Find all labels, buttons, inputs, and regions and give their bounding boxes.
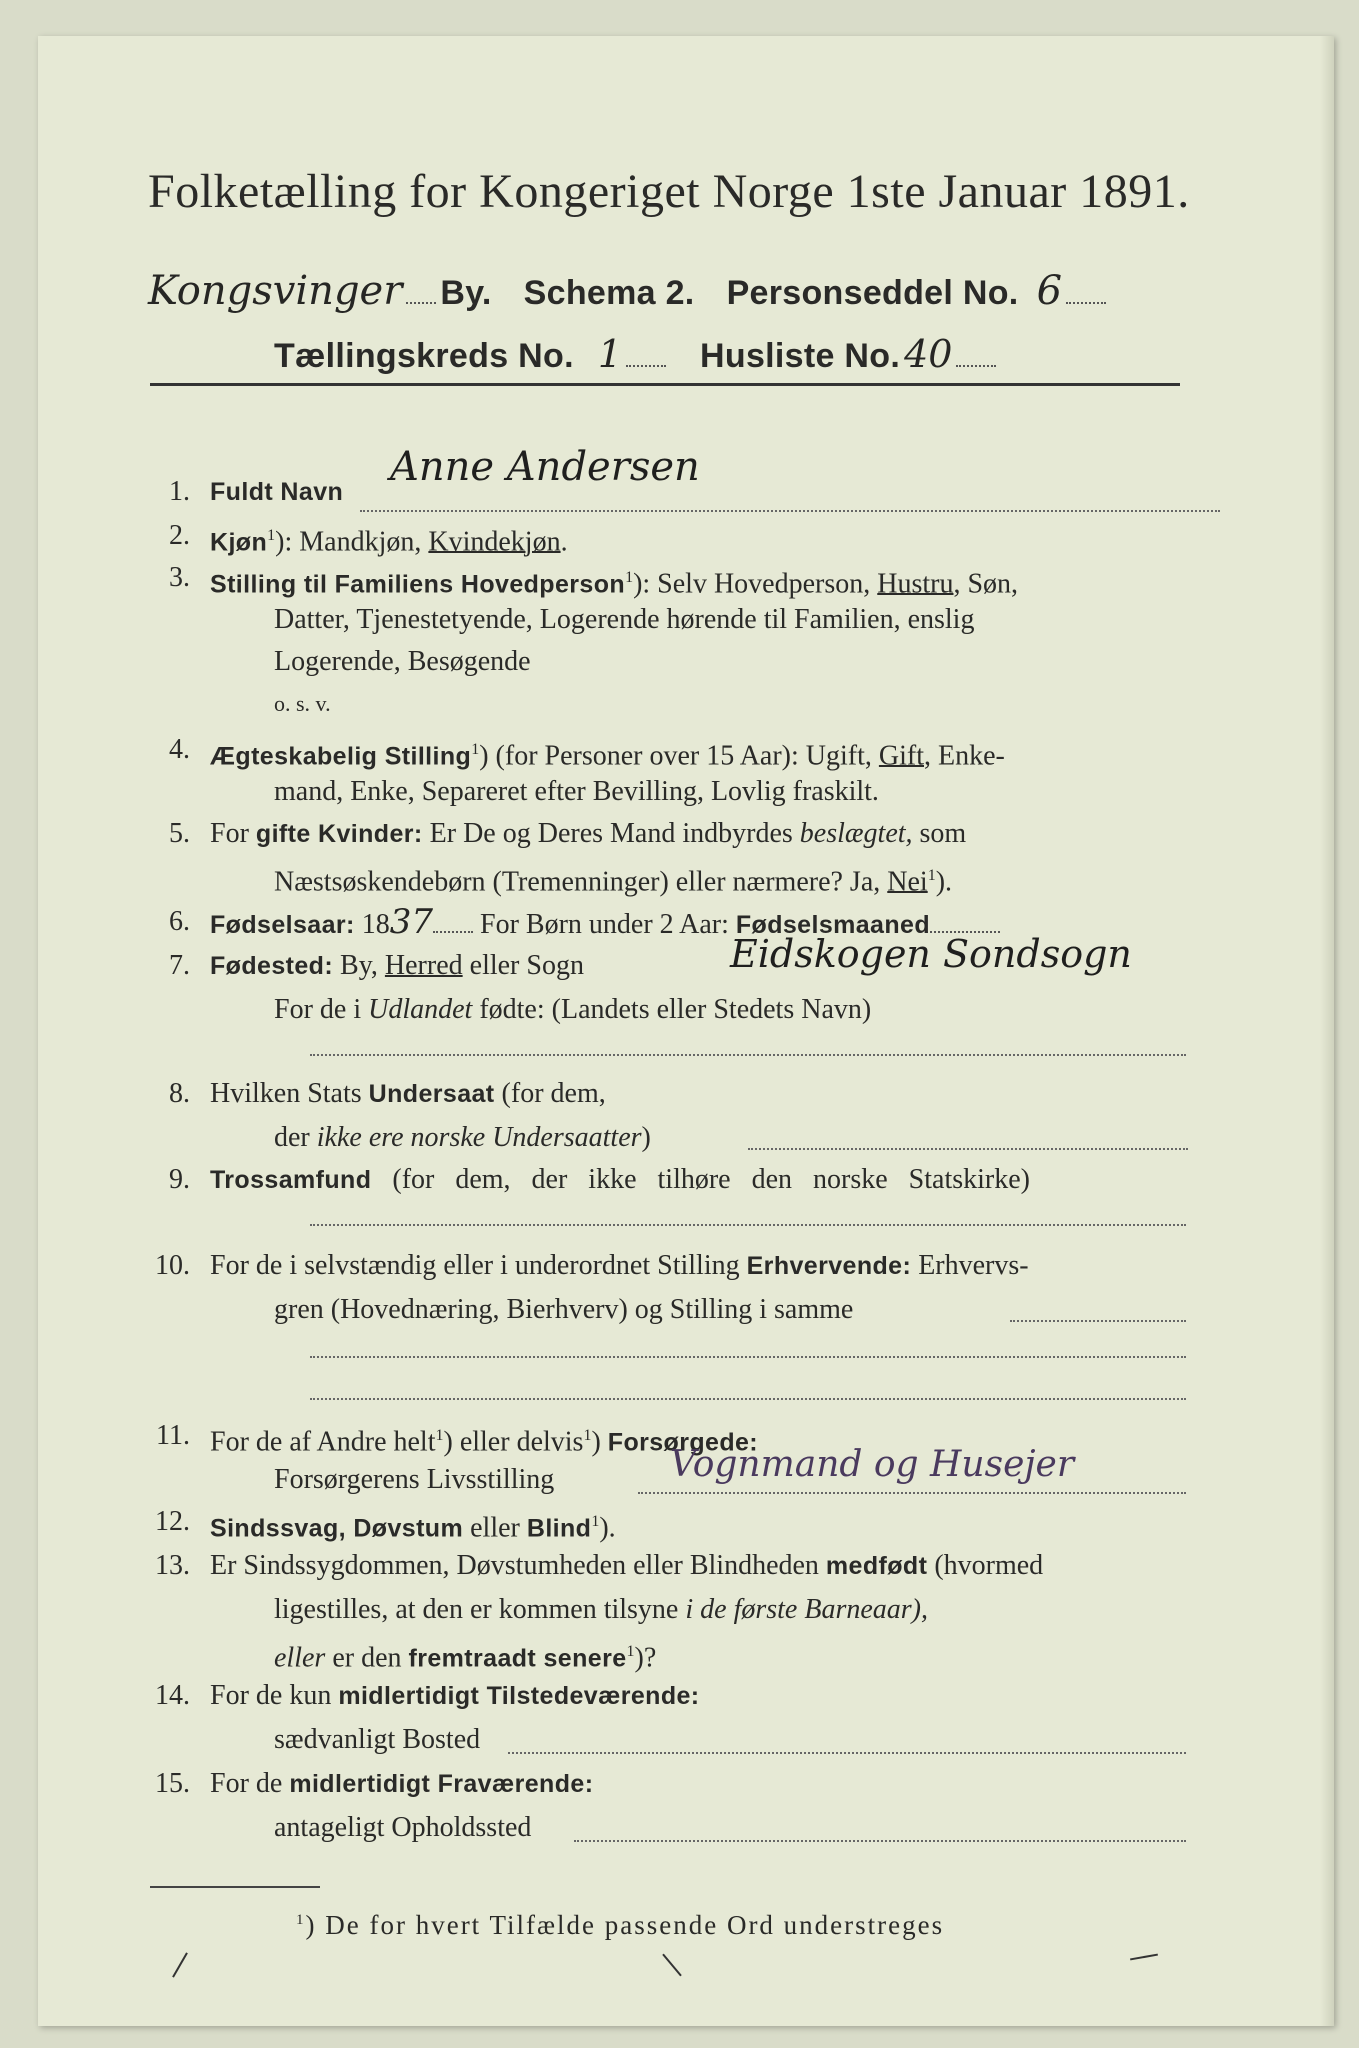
q10-number: 10. — [155, 1250, 190, 1281]
q6-year-handwritten: 37 — [389, 902, 433, 942]
q4-text: ) (for Personer over 15 Aar): Ugift, — [479, 740, 879, 772]
q10-dotline-1 — [1010, 1320, 1186, 1322]
q13-line-3-end: )? — [634, 1642, 657, 1674]
q4-text-b: , Enke- — [924, 740, 1005, 772]
husliste-number: 40 — [904, 332, 953, 376]
form-title: Folketælling for Kongeriget Norge 1ste Januar 1891. — [148, 165, 1190, 218]
q3-text: ): Selv Hovedperson, — [633, 568, 878, 600]
q8-text: Hvilken Stats — [210, 1078, 369, 1109]
q8-dotline — [748, 1148, 1188, 1150]
q10-text-b: Erhvervs- — [911, 1250, 1029, 1281]
q6-label-2: Fødselsmaaned — [735, 911, 931, 939]
q12-text: eller — [463, 1512, 527, 1544]
q7-answer: Eidskogen Sondsogn — [730, 932, 1132, 976]
q4-line-2: mand, Enke, Separeret efter Bevilling, Lovlig fraskilt. — [274, 776, 879, 807]
q13-text-b: (hvormed — [927, 1550, 1044, 1581]
q14-text: For de kun — [210, 1680, 339, 1711]
q3-label: Stilling til Familiens Hovedperson — [210, 570, 626, 599]
dots — [433, 931, 473, 933]
q8-line-2-italic: ikke ere norske Undersaatter — [316, 1122, 642, 1153]
q12-label-2: Blind — [526, 1514, 592, 1543]
census-form — [38, 36, 1334, 2026]
q3-underlined: Hustru — [877, 568, 954, 600]
q15-line-2: antageligt Opholdssted — [274, 1812, 532, 1843]
q6-text: For Børn under 2 Aar: — [473, 909, 736, 940]
by-label: By. — [440, 274, 492, 312]
q12-end: ). — [599, 1512, 616, 1544]
q3-text-b: , Søn, — [953, 568, 1019, 600]
q2-number: 2. — [169, 520, 190, 551]
q5-line-2 — [274, 858, 952, 900]
q4-label: Ægteskabelig Stilling — [210, 742, 472, 771]
q5-line-2-sup: 1 — [927, 867, 936, 884]
q3-line-3: Logerende, Besøgende — [274, 646, 531, 677]
husliste-label: Husliste No. — [700, 337, 901, 375]
q5-line-2-text: Næstsøskendebørn (Tremenninger) eller nærmere? Ja, — [274, 866, 888, 898]
kreds-number: 1 — [597, 332, 623, 376]
q10-text: For de i selvstændig eller i underordnet Stilling — [210, 1250, 747, 1281]
q6-label: Fødselsaar: — [210, 911, 355, 939]
q8-line-2-end: ) — [641, 1122, 651, 1153]
q11-text-b: ) eller delvis — [443, 1426, 584, 1458]
q7-line-2-text: For de i — [274, 994, 369, 1025]
footnote-sup: 1 — [296, 1912, 306, 1928]
header-rule — [150, 383, 1180, 386]
q8-line-2 — [274, 1120, 651, 1156]
q11-number: 11. — [156, 1420, 190, 1451]
q6-year-prefix: 18 — [354, 909, 390, 940]
q5-text: For — [210, 818, 256, 849]
q15-dotline — [574, 1840, 1186, 1842]
q13-line-3 — [274, 1634, 656, 1676]
q7-label: Fødested: — [210, 952, 334, 980]
q1-label: Fuldt Navn — [210, 478, 344, 506]
q5-text-b: Er De og Deres Mand indbyrdes — [422, 818, 800, 849]
q8-text-b: (for dem, — [494, 1078, 606, 1109]
q11-sup-1: 1 — [435, 1427, 444, 1444]
q11-answer: Vognmand og Husejer — [670, 1444, 1075, 1485]
q14-number: 14. — [155, 1680, 190, 1711]
q7-line-2 — [274, 992, 871, 1028]
footnote-rule — [150, 1886, 320, 1888]
header-line-2 — [148, 268, 1106, 314]
q9-dotline — [310, 1224, 1186, 1226]
header-line-3 — [274, 332, 996, 376]
q10-dotline-2 — [310, 1356, 1186, 1358]
q1-dotline — [360, 510, 1220, 512]
pencil-mark — [662, 1954, 682, 1977]
q5-number: 5. — [169, 818, 190, 849]
q5-line-2-underlined: Nei — [887, 866, 928, 898]
q13-line-3-italic: eller — [274, 1642, 326, 1674]
q3-line-4: o. s. v. — [274, 691, 331, 716]
q10-line-2: gren (Hovednæring, Bierhverv) og Stilling i samme — [274, 1294, 854, 1325]
q11-label: Forsørgede: — [607, 1428, 759, 1457]
schema-label: Schema 2. — [523, 274, 695, 312]
q13-sup: 1 — [626, 1643, 635, 1660]
q11-sup-2: 1 — [583, 1427, 592, 1444]
q13-line-3-text: er den — [325, 1642, 409, 1674]
q12-label: Sindssvag, Døvstum — [210, 1514, 464, 1543]
q13-line-2 — [274, 1592, 928, 1628]
q5-italic: beslægtet, — [799, 818, 913, 849]
q13-label-2: fremtraadt senere — [408, 1644, 627, 1673]
pencil-mark — [172, 1952, 188, 1977]
q13-line-2-italic: i de første Barneaar), — [685, 1594, 928, 1625]
q7-number: 7. — [169, 950, 190, 981]
q7-line-2-text-b: fødte: (Landets eller Stedets Navn) — [472, 994, 872, 1025]
q15-label: midlertidigt Fraværende: — [289, 1770, 594, 1798]
q6-number: 6. — [169, 906, 190, 937]
q13-text: Er Sindssygdommen, Døvstumheden eller Blindheden — [210, 1550, 826, 1581]
q10-dotline-3 — [310, 1398, 1186, 1400]
q2-sup: 1 — [267, 527, 276, 544]
q8-label: Undersaat — [368, 1080, 495, 1108]
q3-number: 3. — [169, 562, 190, 593]
footnote — [296, 1910, 944, 1941]
q8-number: 8. — [169, 1078, 190, 1109]
q3-sup: 1 — [625, 569, 634, 586]
q15-number: 15. — [155, 1768, 190, 1799]
q2-underlined: Kvindekjøn — [428, 526, 561, 558]
q14-line-2: sædvanligt Bosted — [274, 1724, 481, 1755]
q14-label: midlertidigt Tilstedeværende: — [338, 1682, 700, 1710]
q5-label: gifte Kvinder: — [255, 820, 423, 848]
q1-number: 1. — [169, 476, 190, 507]
q12-number: 12. — [155, 1506, 190, 1537]
q14-dotline — [508, 1752, 1186, 1754]
q1-answer: Anne Andersen — [390, 444, 700, 490]
personseddel-number: 6 — [1036, 268, 1063, 314]
city-handwritten: Kongsvinger — [148, 268, 403, 314]
kreds-label: Tællingskreds No. — [274, 337, 574, 375]
personseddel-label: Personseddel No. — [726, 274, 1019, 312]
q13-number: 13. — [155, 1550, 190, 1581]
q9-number: 9. — [169, 1164, 190, 1195]
q2-text: ): Mandkjøn, — [275, 526, 429, 558]
q4-number: 4. — [169, 734, 190, 765]
pencil-mark — [1130, 1954, 1158, 1961]
q7-underlined: Herred — [384, 950, 463, 981]
dots — [406, 302, 436, 304]
q15-text: For de — [210, 1768, 290, 1799]
q11-dotline — [638, 1492, 1186, 1494]
q9-text: (for dem, der ikke tilhøre den norske Statskirke) — [371, 1164, 1030, 1195]
q13-label: medfødt — [825, 1552, 928, 1580]
q7-text-b: eller Sogn — [462, 950, 584, 981]
q7-text: By, — [333, 950, 385, 981]
q11-text: For de af Andre helt — [210, 1426, 436, 1458]
q10-label: Erhvervende: — [746, 1252, 912, 1280]
q7-line-2-italic: Udlandet — [368, 994, 473, 1025]
q2-end: . — [560, 526, 568, 558]
q5-line-2-end: ). — [935, 866, 953, 898]
dots — [626, 365, 666, 367]
dots — [956, 365, 996, 367]
q5-text-c: som — [912, 818, 967, 849]
q9-label: Trossamfund — [210, 1166, 372, 1194]
q12-sup: 1 — [591, 1513, 600, 1530]
q13-line-2-text: ligestilles, at den er kommen tilsyne — [274, 1594, 686, 1625]
q11-line-2: Forsørgerens Livsstilling — [274, 1464, 555, 1495]
footnote-text: ) De for hvert Tilfælde passende Ord understreges — [305, 1910, 945, 1940]
q4-sup: 1 — [471, 741, 480, 758]
q3-line-2: Datter, Tjenestetyende, Logerende hørende til Familien, enslig — [274, 604, 975, 635]
q7-dotline — [310, 1054, 1186, 1056]
q11-text-c: ) — [591, 1426, 608, 1458]
dots — [1066, 302, 1106, 304]
q2-label: Kjøn — [210, 528, 268, 557]
q8-line-2-text: der — [274, 1122, 317, 1153]
q4-underlined: Gift — [878, 740, 924, 772]
